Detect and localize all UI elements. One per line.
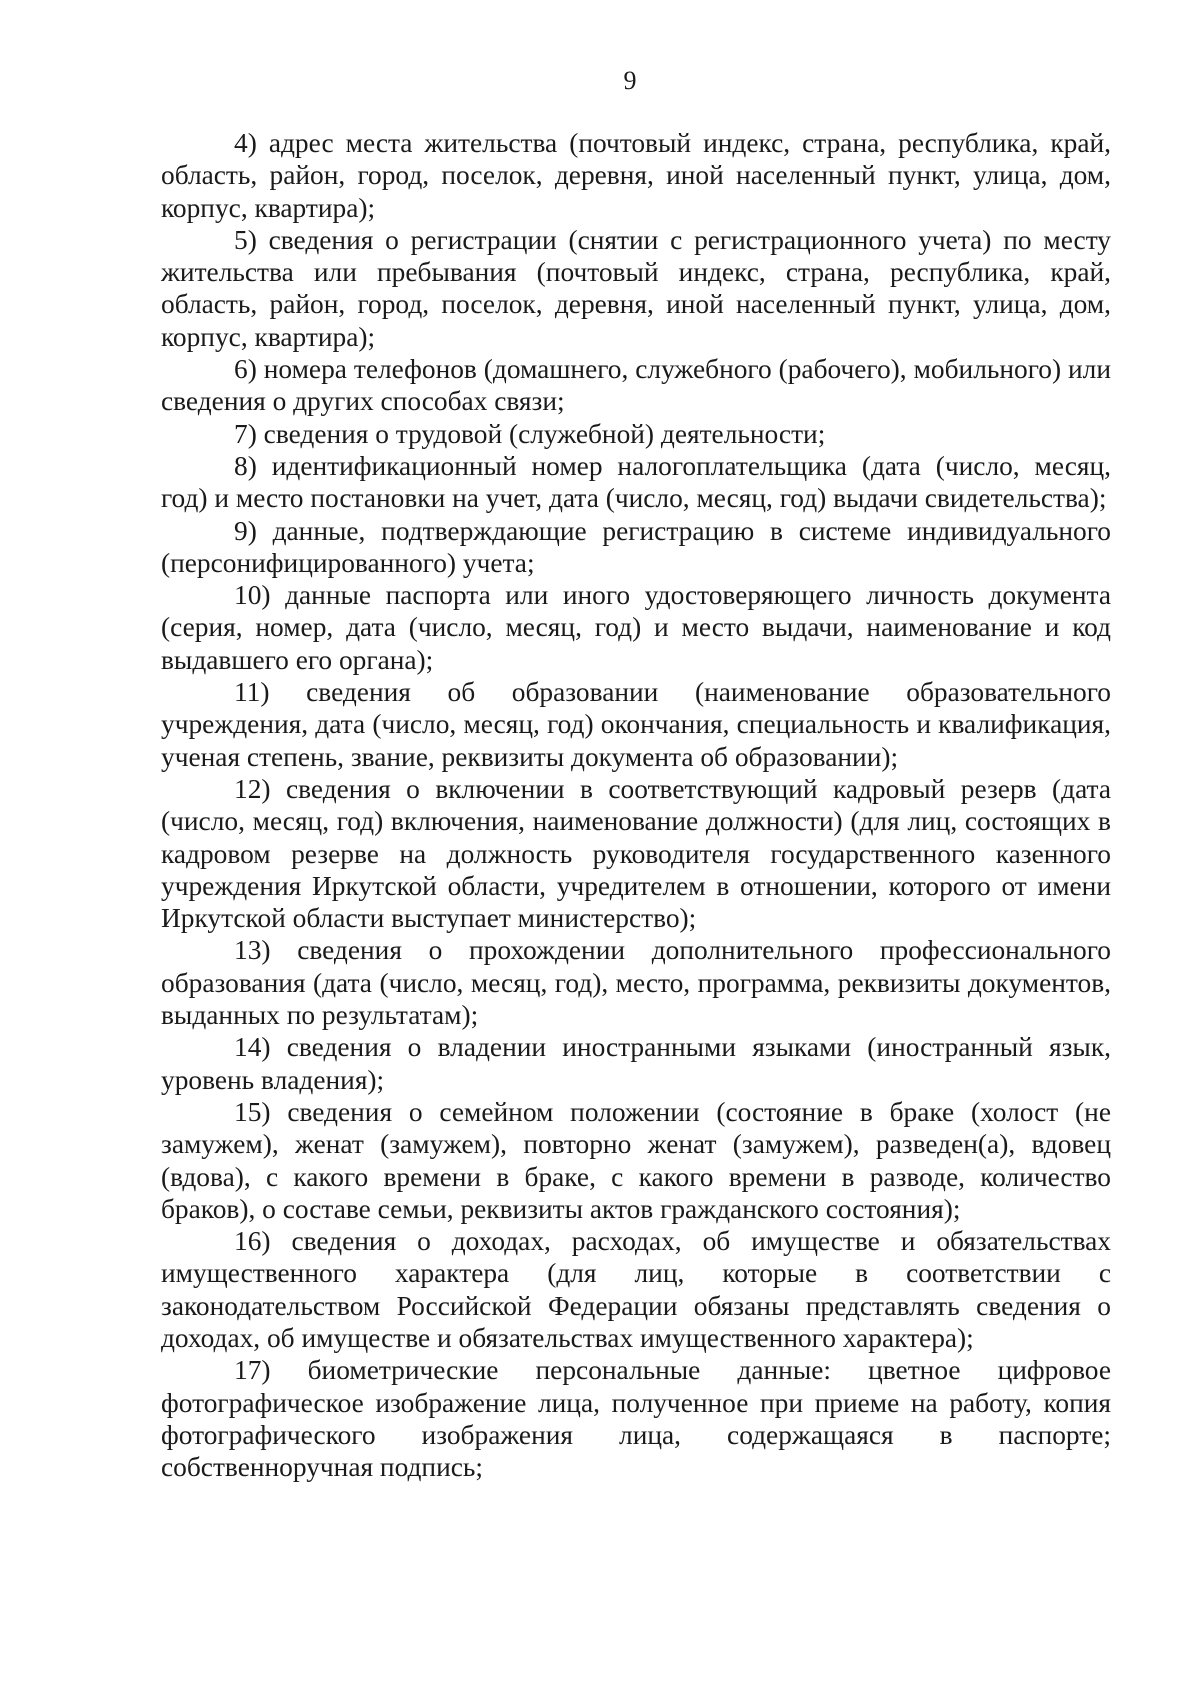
list-item-5: 5) сведения о регистрации (снятии с регистрационного учета) по месту жительства или пребывания (почтовый индекс, страна, республика, край, область, район, город, поселок, деревня, иной населенный пункт, улица, дом, корпус, квартира); [161,224,1111,352]
list-item-14: 14) сведения о владении иностранными языками (иностранный язык, уровень владения); [161,1032,1111,1095]
list-item-15: 15) сведения о семейном положении (состояние в браке (холост (не замужем), женат (замужем), повторно женат (замужем), разведен(а), вдовец (вдова), с какого времени в браке, с какого времени в разводе, количество браков), о составе семьи, реквизиты актов гражданского состояния); [161,1096,1111,1224]
list-item-10: 10) данные паспорта или иного удостоверяющего личность документа (серия, номер, дата (число, месяц, год) и место выдачи, наименование и код выдавшего его органа); [161,580,1111,675]
list-item-4: 4) адрес места жительства (почтовый индекс, страна, республика, край, область, район, город, поселок, деревня, иной населенный пункт, улица, дом, корпус, квартира); [161,128,1111,223]
list-item-13: 13) сведения о прохождении дополнительного профессионального образования (дата (число, месяц, год), место, программа, реквизиты документов, выданных по результатам); [161,935,1111,1031]
list-item-16: 16) сведения о доходах, расходах, об имуществе и обязательствах имущественного характера (для лиц, которые в соответствии с законодательством Российской Федерации обязаны представлять сведения о доходах, об имуществе и обязательствах имущественного характера); [161,1226,1111,1353]
list-item-11: 11) сведения об образовании (наименование образовательного учреждения, дата (число, месяц, год) окончания, специальность и квалификация, ученая степень, звание, реквизиты документа об образовании); [161,677,1111,772]
list-item-12: 12) сведения о включении в соответствующий кадровый резерв (дата (число, месяц, год) включения, наименование должности) (для лиц, состоящих в кадровом резерве на должность руководителя государственного казенного учреждения Иркутской области, учредителем в отношении, которого от имени Иркутской области выступает министерство); [161,773,1111,934]
list-item-17: 17) биометрические персональные данные: цветное цифровое фотографическое изображение лица, полученное при приеме на работу, копия фотографического изображения лица, содержащаяся в паспорте; собственноручная подпись; [161,1355,1111,1483]
list-item-6: 6) номера телефонов (домашнего, служебного (рабочего), мобильного) или сведения о других способах связи; [161,354,1111,417]
list-item-7: 7) сведения о трудовой (служебной) деятельности; [234,418,826,449]
document-body [161,127,1111,1483]
list-item-8: 8) идентификационный номер налогоплательщика (дата (число, месяц, год) и место постановки на учет, дата (число, месяц, год) выдачи свидетельства); [161,450,1111,514]
list-item-9: 9) данные, подтверждающие регистрацию в системе индивидуального (персонифицированного) учета; [161,515,1111,578]
page-number: 9 [623,66,637,95]
